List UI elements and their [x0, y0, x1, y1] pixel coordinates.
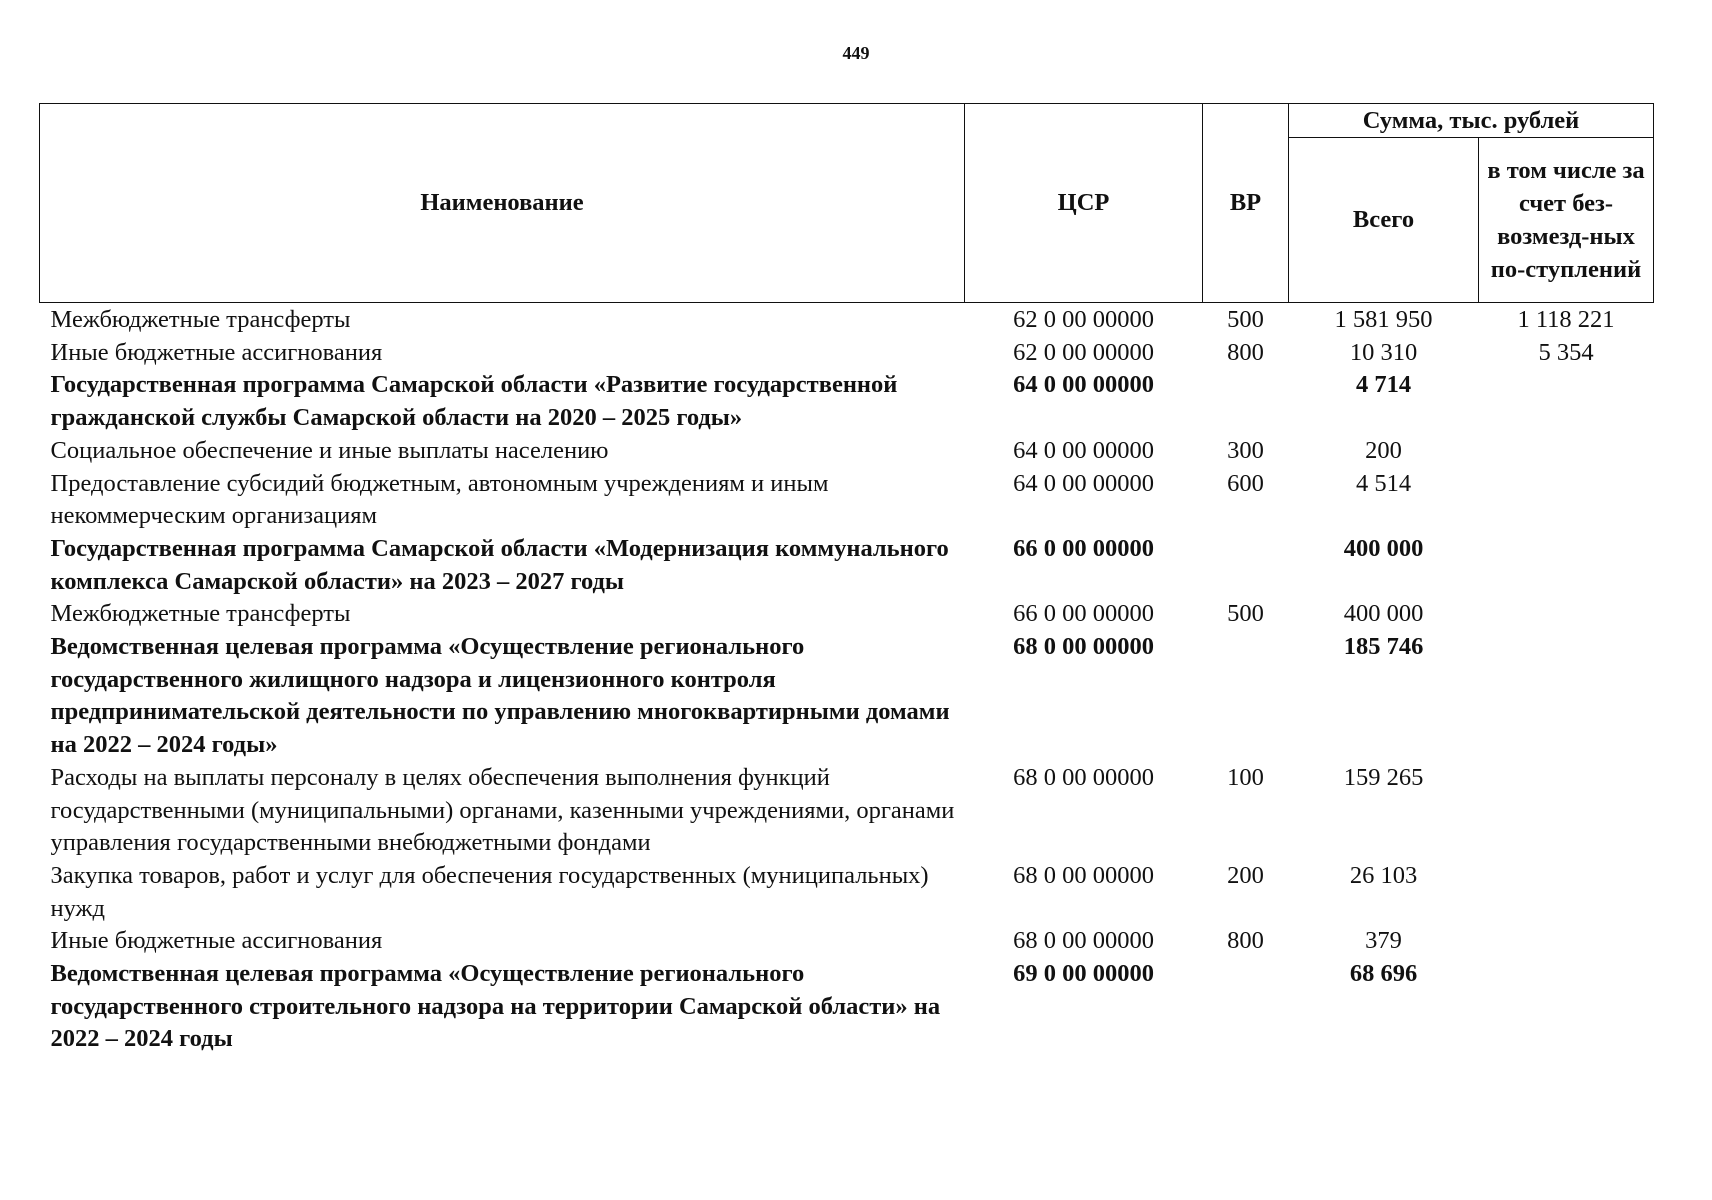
row-csr: 66 0 00 00000: [1013, 534, 1154, 562]
row-total: 159 265: [1343, 763, 1424, 791]
row-csr: 64 0 00 00000: [1013, 436, 1154, 464]
row-name: Социальное обеспечение и иные выплаты населению: [50, 436, 609, 464]
row-vr: [1203, 958, 1289, 1056]
row-total: 4 514: [1355, 469, 1412, 497]
row-total: 4 714: [1355, 371, 1412, 399]
row-total: 400 000: [1343, 534, 1424, 562]
row-name: Закупка товаров, работ и услуг для обеспечения государственных (муниципальных) нужд: [50, 861, 929, 922]
table-row: [40, 533, 1654, 598]
row-grants: [1479, 598, 1654, 631]
row-vr: 800: [1227, 927, 1264, 955]
row-name: Иные бюджетные ассигнования: [50, 927, 383, 955]
row-vr: 500: [1227, 600, 1264, 628]
row-csr: 64 0 00 00000: [1013, 371, 1154, 399]
row-name: Иные бюджетные ассигнования: [50, 338, 383, 366]
row-grants: [1479, 435, 1654, 468]
row-csr: 66 0 00 00000: [1013, 600, 1154, 628]
row-name: Ведомственная целевая программа «Осуществление регионального государственного жилищного надзора и лицензионного контроля предпринимательской деятельности по управлению многоквартирными домами на 2022 – 2024 годы»: [50, 633, 950, 759]
row-total: 68 696: [1349, 960, 1418, 988]
page-number: 449: [842, 43, 870, 63]
row-vr: 600: [1227, 469, 1264, 497]
row-grants: [1479, 762, 1654, 860]
row-grants: [1479, 468, 1654, 533]
row-name: Государственная программа Самарской области «Развитие государственной гражданской службы Самарской области на 2020 – 2025 годы»: [50, 371, 898, 432]
row-grants: [1479, 860, 1654, 925]
header-vr: ВР: [1203, 104, 1289, 303]
row-vr: 500: [1227, 306, 1264, 333]
row-csr: 62 0 00 00000: [1013, 338, 1154, 366]
table-row: [40, 925, 1654, 958]
row-grants: [1479, 533, 1654, 598]
table-row: [40, 468, 1654, 533]
table-row: [40, 598, 1654, 631]
header-grants: в том числе за счет без-возмезд-ных по-ступлений: [1479, 138, 1654, 303]
table-row: [40, 762, 1654, 860]
header-csr: ЦСР: [965, 104, 1203, 303]
budget-table: [39, 103, 1654, 1056]
table-row: [40, 303, 1654, 337]
row-vr: [1203, 533, 1289, 598]
row-name: Межбюджетные трансферты: [50, 306, 351, 333]
row-grants: 1 118 221: [1517, 306, 1615, 333]
row-total: 185 746: [1343, 633, 1424, 661]
row-total: 10 310: [1349, 338, 1418, 366]
table-row: [40, 631, 1654, 762]
row-total: 379: [1365, 927, 1402, 955]
row-grants: [1479, 925, 1654, 958]
row-name: Предоставление субсидий бюджетным, автономным учреждениям и иным некоммерческим организациям: [50, 469, 829, 530]
row-grants: [1479, 631, 1654, 762]
table-row: [40, 958, 1654, 1056]
table-row: [40, 860, 1654, 925]
row-csr: 68 0 00 00000: [1013, 763, 1154, 791]
row-vr: [1203, 631, 1289, 762]
row-csr: 64 0 00 00000: [1013, 469, 1154, 497]
row-total: 1 581 950: [1334, 306, 1433, 333]
row-vr: 100: [1227, 763, 1264, 791]
row-total: 400 000: [1343, 600, 1424, 628]
row-csr: 69 0 00 00000: [1013, 960, 1154, 988]
row-name: Расходы на выплаты персоналу в целях обеспечения выполнения функций государственными (муниципальными) органами, казенными учреждениями, органами управления государственными внебюджетными фондами: [50, 763, 955, 857]
row-vr: [1203, 369, 1289, 434]
header-name: Наименование: [40, 104, 965, 303]
table-row: [40, 369, 1654, 434]
row-name: Межбюджетные трансферты: [50, 600, 351, 628]
row-vr: 200: [1227, 861, 1264, 889]
row-csr: 68 0 00 00000: [1013, 861, 1154, 889]
row-total: 26 103: [1349, 861, 1418, 889]
header-sum-group: Сумма, тыс. рублей: [1289, 104, 1654, 138]
row-name: Ведомственная целевая программа «Осуществление регионального государственного строительного надзора на территории Самарской области» на 2022 – 2024 годы: [50, 960, 941, 1053]
table-body: [40, 303, 1654, 1057]
row-vr: 300: [1227, 436, 1264, 464]
row-csr: 68 0 00 00000: [1013, 633, 1154, 661]
table-row: [40, 337, 1654, 370]
row-vr: 800: [1227, 338, 1264, 366]
row-grants: 5 354: [1538, 338, 1594, 366]
row-csr: 62 0 00 00000: [1013, 306, 1154, 333]
row-csr: 68 0 00 00000: [1013, 927, 1154, 955]
table-row: [40, 435, 1654, 468]
header-total: Всего: [1289, 138, 1479, 303]
row-name: Государственная программа Самарской области «Модернизация коммунального комплекса Самарской области» на 2023 – 2027 годы: [50, 534, 949, 595]
row-grants: [1479, 369, 1654, 434]
row-total: 200: [1365, 436, 1402, 464]
row-grants: [1479, 958, 1654, 1056]
